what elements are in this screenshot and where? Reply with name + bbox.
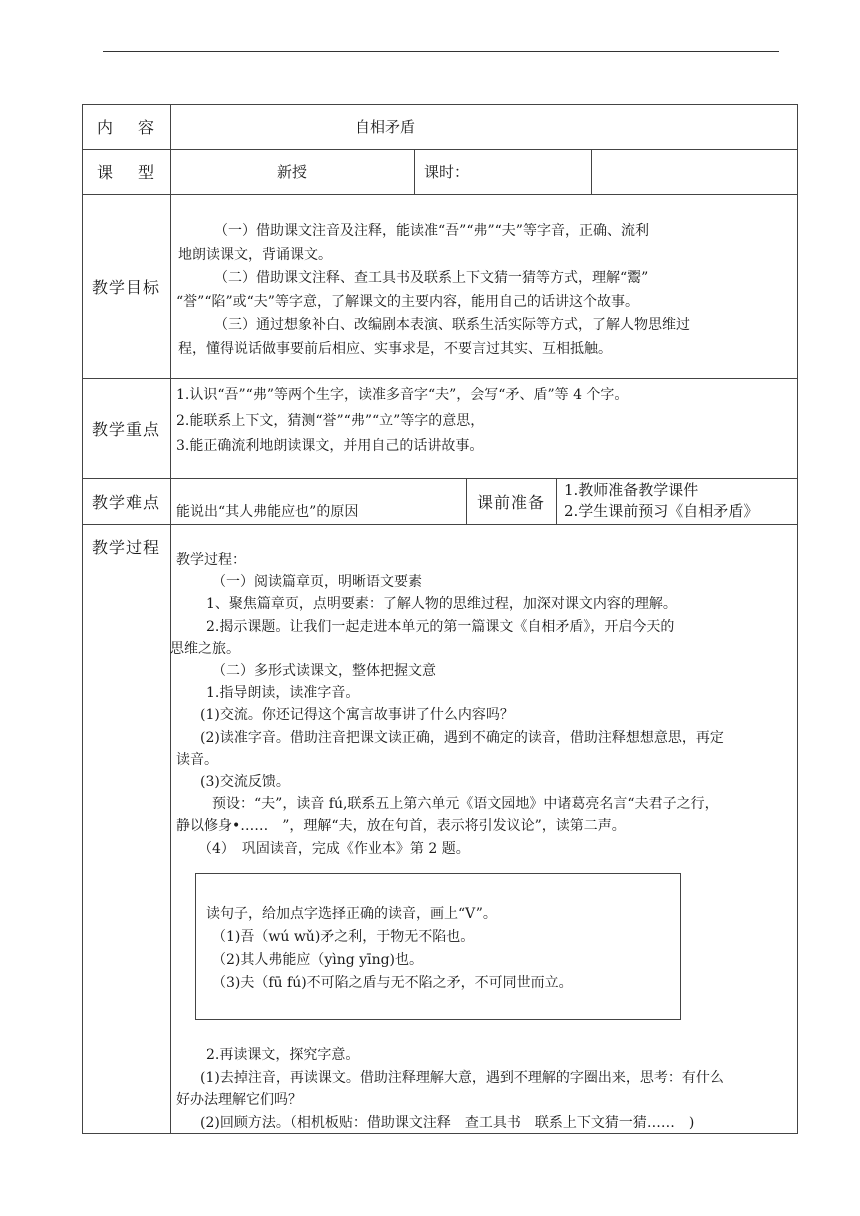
- lesson-title: 自相矛盾: [354, 118, 415, 136]
- header-rule: [103, 51, 779, 52]
- difficulty-label: 教学难点: [91, 492, 160, 512]
- prep-text: [564, 480, 758, 522]
- process-label: 教学过程: [91, 537, 160, 557]
- process-line: (3)交流反馈。: [200, 774, 290, 791]
- process-line: (1)交流。你还记得这个寓言故事讲了什么内容吗？: [200, 707, 514, 724]
- process-line: 1、聚焦篇章页，点明要素：了解人物的思维过程，加深对课文内容的理解。: [206, 596, 677, 613]
- process-line: 好办法理解它们吗？: [176, 1092, 302, 1109]
- process-line: （4） 巩固读音，完成《作业本》第 2 题。: [198, 840, 470, 857]
- process-line: （一）阅读篇章页，明晰语文要素: [212, 574, 422, 591]
- process-text-top: [170, 549, 724, 860]
- process-line: (1)去掉注音，再读课文。借助注释理解大意，遇到不理解的字圈出来，思考：有什么: [200, 1069, 724, 1086]
- key-point-line: 3.能正确流利地朗读课文，并用自己的话讲故事。: [176, 438, 484, 454]
- row-divider: [82, 194, 798, 195]
- objective-line: “誉”“陷”或“夫”等字意，了解课文的主要内容，能用自己的话讲这个故事。: [176, 293, 639, 310]
- process-line: （二）多形式读课文，整体把握文意: [212, 663, 436, 680]
- type-label: 课 型: [96, 163, 156, 182]
- objective-line: 程，懂得说话做事要前后相应、实事求是，不要言过其实、互相抵触。: [178, 340, 612, 357]
- process-line: 教学过程：: [176, 552, 246, 568]
- prep-line: 1.教师准备教学课件: [564, 481, 699, 499]
- col-divider: [170, 104, 171, 1134]
- col-divider: [591, 149, 592, 194]
- hours-label: 课时：: [424, 163, 470, 181]
- col-divider: [414, 149, 415, 194]
- objective-line: （一）借助课文注音及注释，能读准“吾”“弗”“夫”等字音，正确、流利: [214, 223, 649, 239]
- prep-line: 2.学生课前预习《自相矛盾》: [564, 502, 759, 520]
- exercise-line: （2)其人弗能应（yìng yīng)也。: [212, 952, 424, 968]
- row-divider: [82, 378, 798, 379]
- process-line: (2)读准字音。借助注音把课文读正确，遇到不确定的读音，借助注释想想意思，再定: [200, 729, 724, 746]
- key-point-line: 1.认识“吾”“弗”等两个生字，读准多音字“夫”，会写“矛、盾”等 4 个字。: [176, 387, 629, 403]
- type-value: 新授: [276, 163, 307, 181]
- objective-line: （三）通过想象补白、改编剧本表演、联系生活实际等方式，了解人物思维过: [214, 317, 690, 334]
- process-line: 思维之旅。: [170, 640, 240, 657]
- objective-line: 地朗读课文，背诵课文。: [178, 246, 332, 263]
- row-divider: [82, 478, 798, 479]
- process-line: 读音。: [176, 751, 218, 768]
- process-line: 2.再读课文，探究字意。: [206, 1047, 360, 1063]
- process-text-bottom: [176, 1044, 724, 1134]
- content-label: 内 容: [96, 118, 156, 137]
- row-divider: [82, 524, 798, 525]
- objectives-label: 教学目标: [91, 277, 160, 297]
- process-line: 1.指导朗读，读准字音。: [206, 685, 360, 702]
- key-points-text: [176, 383, 628, 460]
- prep-label: 课前准备: [476, 492, 545, 512]
- exercise-line: （3)夫（fū fú)不可陷之盾与无不陷之矛，不可同世而立。: [212, 975, 573, 991]
- exercise-line: 读句子，给加点字选择正确的读音，画上“V”。: [206, 906, 497, 922]
- objectives-text: [178, 220, 690, 362]
- process-line: (2)回顾方法。（相机板贴：借助课文注释 查工具书 联系上下文猜一猜…… ): [200, 1114, 695, 1131]
- exercise-text: [206, 903, 573, 995]
- process-line: 静以修身•…… ”，理解“夫，放在句首，表示将引发议论”，读第二声。: [176, 818, 626, 835]
- process-line: 2.揭示课题。让我们一起走进本单元的第一篇课文《自相矛盾》，开启今天的: [206, 618, 675, 635]
- difficulty-value: 能说出“其人弗能应也”的原因: [176, 504, 359, 520]
- objective-line: （二）借助课文注释、查工具书及联系上下文猜一猜等方式，理解“鬻”: [214, 270, 649, 287]
- key-points-label: 教学重点: [91, 419, 160, 439]
- exercise-line: （1)吾（wú wǔ)矛之利，于物无不陷也。: [212, 929, 475, 945]
- process-line: 预设：“夫”，读音 fú,联系五上第六单元《语文园地》中诸葛亮名言“夫君子之行，: [212, 796, 719, 813]
- key-point-line: 2.能联系上下文，猜测“誉”“弗”“立”等字的意思，: [176, 412, 485, 429]
- col-divider: [556, 478, 557, 524]
